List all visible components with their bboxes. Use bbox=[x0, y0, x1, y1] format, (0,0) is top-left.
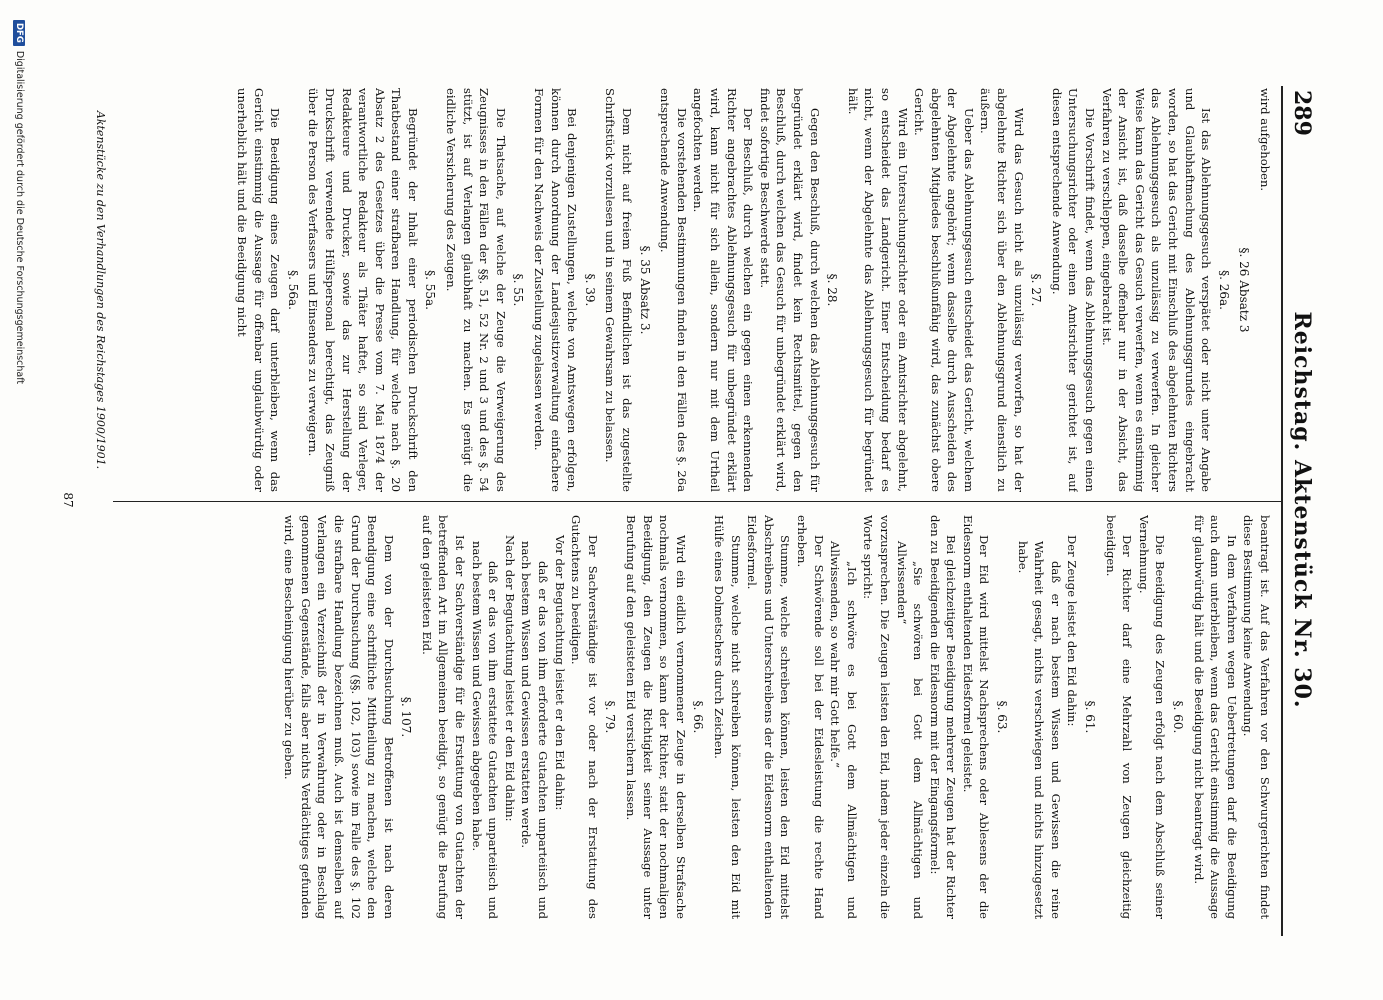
section-heading: §. 107. bbox=[399, 696, 414, 738]
section-heading: §. 66. bbox=[691, 700, 706, 734]
section-heading: §. 61. bbox=[1083, 700, 1098, 734]
section-heading: §. 63. bbox=[995, 700, 1010, 734]
paragraph: Die Thatsache, auf welche der Zeuge die Verweigerung des Zeugnisses in den Fällen der §§. 51, 52 Nr. 2 und 3 und des §. 54 stützt, ist auf Verlangen glaubhaft zu machen. Es genügt die eidliche Versicherung des Zeugen. bbox=[444, 88, 508, 492]
paragraph: Stumme, welche schreiben können, leisten den Eid mittelst Abschreibens und Unterschreibens der die Eidesnorm enthaltenden Eidesformel. bbox=[745, 515, 793, 919]
paragraph: Die Beeidigung des Zeugen erfolgt nach dem Abschluß seiner Vernehmung. bbox=[1136, 515, 1168, 919]
running-title: Reichstag. Aktenstück Nr. 30. bbox=[1289, 311, 1315, 709]
paragraph: Dem nicht auf freiem Fuß Befindlichen ist das zugestellte Schriftstück vorzulesen und in seinem Gewahrsam zu belassen. bbox=[603, 88, 635, 492]
paragraph: Bei gleichzeitiger Beeidigung mehrerer Zeugen hat der Richter den zu Beeidigenden die Eidesnorm mit der Eingangsformel: bbox=[927, 515, 959, 919]
page-header bbox=[1281, 90, 1321, 930]
paragraph: Die Beeidigung eines Zeugen darf unterbleiben, wenn das Gericht einstimmig die Aussage für offenbar unglaubwürdig oder unerheblich hält und die Beeidigung nicht bbox=[234, 88, 283, 492]
paragraph: Wird ein Untersuchungsrichter oder ein Amtsrichter abgelehnt, so entscheidet das Landgericht. Einer Entscheidung bedarf es nicht, wenn der Abgelehnte das Ablehnungsgesuch für begründet hält. bbox=[845, 88, 910, 492]
section-heading: §. 55a. bbox=[423, 270, 438, 310]
paragraph: Der Zeuge leistet den Eid dahin: bbox=[1065, 535, 1080, 727]
paragraph: Ist der Sachverständige für die Erstattung von Gutachten der betreffenden Art im Allgemeinen beeidigt, so genügt die Berufung auf den geleisteten Eid. bbox=[419, 515, 468, 919]
paragraph: Gegen den Beschluß, durch welchen das Ablehnungsgesuch für begründet erklärt wird, findet kein Rechtsmittel, gegen den Beschluß, durch welchen das Gesuch für unbegründet erklärt wird, findet sofortige Beschwerde statt. bbox=[757, 88, 822, 492]
paragraph: Ueber das Ablehnungsgesuch entscheidet das Gericht, welchem der Abgelehnte angehört; wenn dasselbe durch Ausscheiden des abgelehnten Mitgliedes beschlußunfähig wird, das zunächst obere Gericht. bbox=[912, 88, 976, 492]
section-heading: §. 56a. bbox=[285, 270, 300, 310]
paragraph: Dem von der Durchsuchung Betroffenen ist nach deren Beendigung eine schriftliche Mittheilung zu machen, welche den Grund der Durchsuchung (§§. 102, 103) sowie im Falle des §. 102 die strafbare Handlung bezeichnen muß. Auch ist demselben auf Verlangen ein Verzeichniß der in Verwahrung oder in Beschlag genommenen Gegenstände, falls aber nichts Verdächtiges gefunden wird, eine Bescheinigung hierüber zu geben. bbox=[282, 515, 396, 919]
left-column bbox=[103, 88, 1273, 492]
oath-formula: daß er nach bestem Wissen und Gewissen die reine Wahrheit gesagt, nichts verschwiegen und nichts hinzugesetzt habe. bbox=[1015, 541, 1063, 919]
section-heading: §. 26 Absatz 3 bbox=[1237, 247, 1252, 333]
paragraph: Bei denjenigen Zustellungen, welche von Amtswegen erfolgen, können durch Anordnung der Landesjustizverwaltung einfachere Formen für den Nachweis der Zustellung zugelassen werden. bbox=[532, 88, 580, 492]
digitization-text: Digitalisierung gefördert durch die Deutsche Forschungsgemeinschaft bbox=[14, 50, 25, 385]
section-heading: §. 27. bbox=[1029, 273, 1044, 307]
digitization-note bbox=[13, 20, 25, 980]
paragraph: Der Schwörende soll bei der Eidesleistung die rechte Hand erheben. bbox=[794, 515, 826, 919]
column-divider bbox=[113, 501, 1283, 502]
paragraph: Begründet der Inhalt einer periodischen Druckschrift den Thatbestand einer strafbaren Handlung, für welche nach §. 20 Absatz 2 des Gesetzes über die Presse vom 7. Mai 1874 der verantwortliche Redakteur als Thäter haftet, so sind Verleger, Redakteure und Drucker, sowie das zur Herstellung der Druckschrift verwendete Hülfspersonal berechtigt, das Zeugniß über die Person des Verfassers und Einsenders zu verweigern. bbox=[306, 88, 420, 492]
paragraph: Stumme, welche nicht schreiben können, leisten den Eid mit Hülfe eines Dolmetschers durch Zeichen. bbox=[712, 515, 743, 919]
oath-formula: „Sie schwören bei Gott dem Allmächtigen und Allwissenden“ bbox=[894, 541, 926, 919]
paragraph: In dem Verfahren wegen Uebertretungen darf die Beeidigung auch dann unterbleiben, wenn das Gericht einstimmig die Aussage für glaubwürdig hält und die Beeidigung nicht beantragt wird. bbox=[1191, 515, 1239, 919]
section-heading: §. 60. bbox=[1171, 700, 1186, 734]
paragraph: Die vorstehenden Bestimmungen finden in den Fällen des §. 26a entsprechende Anwendung. bbox=[658, 88, 689, 492]
paragraph: Nach der Begutachtung leistet er den Eid dahin: bbox=[502, 535, 517, 822]
paragraph: beantragt ist. Auf das Verfahren vor den Schwurgerichten findet diese Bestimmung keine Anwendung. bbox=[1241, 515, 1272, 919]
page-number: 289 bbox=[1289, 90, 1315, 136]
paragraph: wird aufgehoben. bbox=[1258, 88, 1272, 192]
section-heading: §. 55. bbox=[511, 273, 526, 307]
paragraph: Der Richter darf eine Mehrzahl von Zeugen gleichzeitig beeidigen. bbox=[1103, 515, 1135, 919]
header-rule bbox=[1281, 86, 1283, 936]
section-heading: §. 35 Absatz 3. bbox=[637, 245, 652, 335]
sheet-number: 87 bbox=[61, 492, 75, 508]
section-heading: §. 26a. bbox=[1216, 270, 1231, 310]
section-heading: §. 28. bbox=[825, 273, 840, 307]
right-column bbox=[103, 515, 1273, 919]
paragraph: Vor der Begutachtung leistet er den Eid dahin: bbox=[552, 535, 567, 811]
paragraph: Die Vorschrift findet, wenn das Ablehnungsgesuch gegen einen Untersuchungsrichter oder einen Amtsrichter gerichtet ist, auf diesen entsprechende Anwendung. bbox=[1049, 88, 1098, 492]
paragraph: Wird das Gesuch nicht als unzulässig verworfen, so hat der abgelehnte Richter sich über den Ablehnungsgrund dienstlich zu äußern. bbox=[978, 88, 1026, 492]
paragraph: Ist das Ablehnungsgesuch verspätet oder nicht unter Angabe und Glaubhaftmachung des Ablehnungsgrundes eingebracht worden, so hat das Gericht mit Einschluß des abgelehnten Richters das Ablehnungsgesuch als unzulässig zu verwerfen. In gleicher Weise kann das Gericht das Gesuch verwerfen, wenn es einstimmig der Ansicht ist, daß dasselbe offenbar nur in der Absicht, das Verfahren zu verschleppen, eingebracht ist. bbox=[1099, 88, 1214, 492]
oath-formula: daß er das von ihm erforderte Gutachten unparteiisch und nach bestem Wissen und Gewissen erstatten werde. bbox=[519, 541, 551, 919]
section-heading: §. 79. bbox=[603, 700, 618, 734]
oath-formula: „Ich schwöre es bei Gott dem Allmächtigen und Allwissenden, so wahr mir Gott helfe.“ bbox=[828, 541, 859, 919]
journal-footer: Aktenstücke zu den Verhandlungen des Reichstages 1900/1901. bbox=[94, 110, 107, 470]
paragraph: Wird ein eidlich vernommener Zeuge in derselben Strafsache nochmals vernommen, so kann der Richter, statt der nochmaligen Beeidigung, den Zeugen die Richtigkeit seiner Aussage unter Berufung auf den geleisteten Eid versichern lassen. bbox=[624, 515, 688, 919]
paragraph: vorzusprechen. Die Zeugen leisten den Eid, indem jeder einzeln die Worte spricht: bbox=[861, 515, 892, 919]
oath-formula: daß er das von ihm erstattete Gutachten unparteiisch und nach bestem Wissen und Gewissen abgegeben habe. bbox=[469, 541, 501, 919]
paragraph: Der Beschluß, durch welchen ein gegen einen erkennenden Richter angebrachtes Ablehnungsgesuch für unbegründet erklärt wird, kann nicht für sich allein, sondern nur mit dem Urtheil angefochten werden. bbox=[691, 88, 756, 492]
paragraph: Der Sachverständige ist vor oder nach der Erstattung des Gutachtens zu beeidigen. bbox=[569, 515, 600, 919]
dfg-logo-icon: DFG bbox=[13, 20, 25, 46]
paragraph: Der Eid wird mittelst Nachsprechens oder Ablesens der die Eidesnorm enthaltenden Eidesformel geleistet. bbox=[960, 515, 992, 919]
section-heading: §. 39. bbox=[582, 273, 597, 307]
